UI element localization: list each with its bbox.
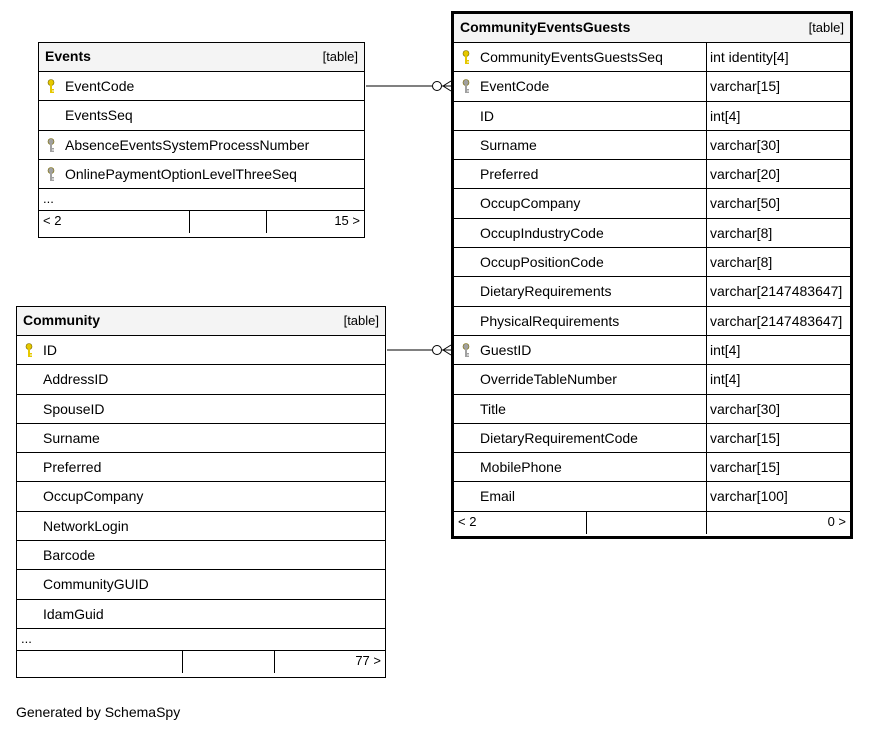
column-name: ID [480,107,494,124]
column-type: int[4] [706,365,850,393]
child-count-cell[interactable] [266,211,364,233]
blank-cell [189,211,266,233]
column-type: varchar[15] [706,424,850,452]
column-name: MobilePhone [480,459,562,476]
column-row[interactable] [454,307,850,336]
connector-events-eventcode [366,81,451,91]
column-name: DietaryRequirementCode [480,429,638,446]
community-events-guests-table-header[interactable] [454,14,850,43]
column-row[interactable] [454,219,850,248]
table-kind: [table] [322,49,358,64]
blank-cell [586,512,706,534]
column-row[interactable] [17,541,385,570]
column-name: SpouseID [43,400,105,417]
column-row[interactable] [39,160,364,189]
column-row[interactable] [17,336,385,365]
events-table-header[interactable] [39,43,364,72]
column-name: OccupPositionCode [480,254,604,271]
community-table-footer [17,651,385,673]
column-row[interactable] [17,600,385,629]
column-type: varchar[50] [706,189,850,217]
column-name: GuestID [480,341,532,358]
table-kind: [table] [343,313,379,328]
column-row[interactable] [454,336,850,365]
column-type: varchar[2147483647] [706,277,850,305]
column-name: AbsenceEventsSystemProcessNumber [65,136,310,153]
community-events-guests-table[interactable] [451,11,853,539]
column-name: EventsSeq [65,107,133,124]
foreign-key-icon [47,167,55,182]
community-table-header[interactable] [17,307,385,336]
primary-key-icon [25,343,33,358]
column-row[interactable] [454,277,850,306]
column-type: int identity[4] [706,43,850,71]
parent-count-cell[interactable] [39,211,189,233]
column-name: CommunityGUID [43,576,149,593]
events-table-columns [39,72,364,189]
column-name: EventCode [480,78,550,95]
community-table-columns [17,336,385,629]
foreign-key-icon [462,79,470,94]
column-row[interactable] [17,453,385,482]
column-row[interactable] [454,102,850,131]
column-row[interactable] [39,72,364,101]
column-name: AddressID [43,371,109,388]
parent-count: < 2 [458,513,477,529]
column-name: Email [480,488,516,505]
column-type: int[4] [706,102,850,130]
community-events-guests-table-columns [454,43,850,512]
more-columns [39,189,364,211]
column-row[interactable] [454,424,850,453]
primary-key-icon [462,50,470,65]
column-name: Surname [480,136,537,153]
more-columns [17,629,385,651]
foreign-key-icon [462,343,470,358]
foreign-key-icon [47,138,55,153]
column-row[interactable] [454,160,850,189]
column-type: int[4] [706,336,850,364]
column-type: varchar[15] [706,72,850,100]
child-count: 0 > [827,513,846,529]
column-name: PhysicalRequirements [480,312,620,329]
blank-cell [182,651,274,673]
column-name: OccupCompany [480,195,581,212]
column-name: ID [43,342,57,358]
column-type: varchar[15] [706,453,850,481]
column-row[interactable] [454,365,850,394]
column-name: OverrideTableNumber [480,371,617,388]
parent-count-cell[interactable] [454,512,586,534]
primary-key-icon [47,79,55,94]
column-name: Title [480,400,506,417]
column-type: varchar[100] [706,482,850,510]
column-row[interactable] [454,453,850,482]
column-row[interactable] [39,131,364,160]
column-row[interactable] [454,131,850,160]
column-row[interactable] [39,101,364,130]
events-table-footer [39,211,364,233]
column-row[interactable] [454,72,850,101]
column-row[interactable] [17,570,385,599]
column-row[interactable] [17,512,385,541]
column-row[interactable] [17,395,385,424]
column-name: CommunityEventsGuestsSeq [480,49,663,65]
community-table[interactable] [16,306,386,678]
column-type: varchar[2147483647] [706,307,850,335]
parent-count: < 2 [43,213,62,229]
column-type: varchar[30] [706,131,850,159]
ellipsis-text: ... [43,191,54,207]
column-name: Preferred [480,166,539,183]
column-row[interactable] [17,482,385,511]
column-type: varchar[8] [706,219,850,247]
ellipsis-text: ... [21,630,32,646]
child-count: 15 > [334,213,360,229]
table-name[interactable]: Community [23,312,100,328]
community-events-guests-table-footer [454,512,850,534]
column-type: varchar[30] [706,395,850,423]
table-kind: [table] [808,20,844,35]
parent-count-cell[interactable] [17,651,182,673]
column-name: OnlinePaymentOptionLevelThreeSeq [65,165,297,182]
child-count: 77 > [355,652,381,668]
generated-by-credit[interactable]: Generated by SchemaSpy [16,704,181,720]
column-name: DietaryRequirements [480,283,612,300]
column-name: Preferred [43,459,102,476]
column-row[interactable] [454,43,850,72]
column-name: NetworkLogin [43,517,129,534]
column-name: Surname [43,429,100,446]
child-count-cell[interactable] [274,651,385,673]
table-name[interactable]: Events [45,48,91,64]
column-name: IdamGuid [43,605,104,622]
table-name[interactable]: CommunityEventsGuests [460,19,631,35]
column-row[interactable] [454,189,850,218]
column-type: varchar[8] [706,248,850,276]
column-type: varchar[20] [706,160,850,188]
column-row[interactable] [17,365,385,394]
column-row[interactable] [454,395,850,424]
column-name: OccupCompany [43,488,144,505]
events-table[interactable] [38,42,365,238]
column-row[interactable] [454,248,850,277]
column-name: OccupIndustryCode [480,224,604,241]
column-row[interactable] [17,424,385,453]
child-count-cell[interactable] [706,512,850,534]
column-name: Barcode [43,547,96,564]
column-name: EventCode [65,78,135,94]
column-row[interactable] [454,482,850,511]
connector-community-guestid [387,345,451,355]
